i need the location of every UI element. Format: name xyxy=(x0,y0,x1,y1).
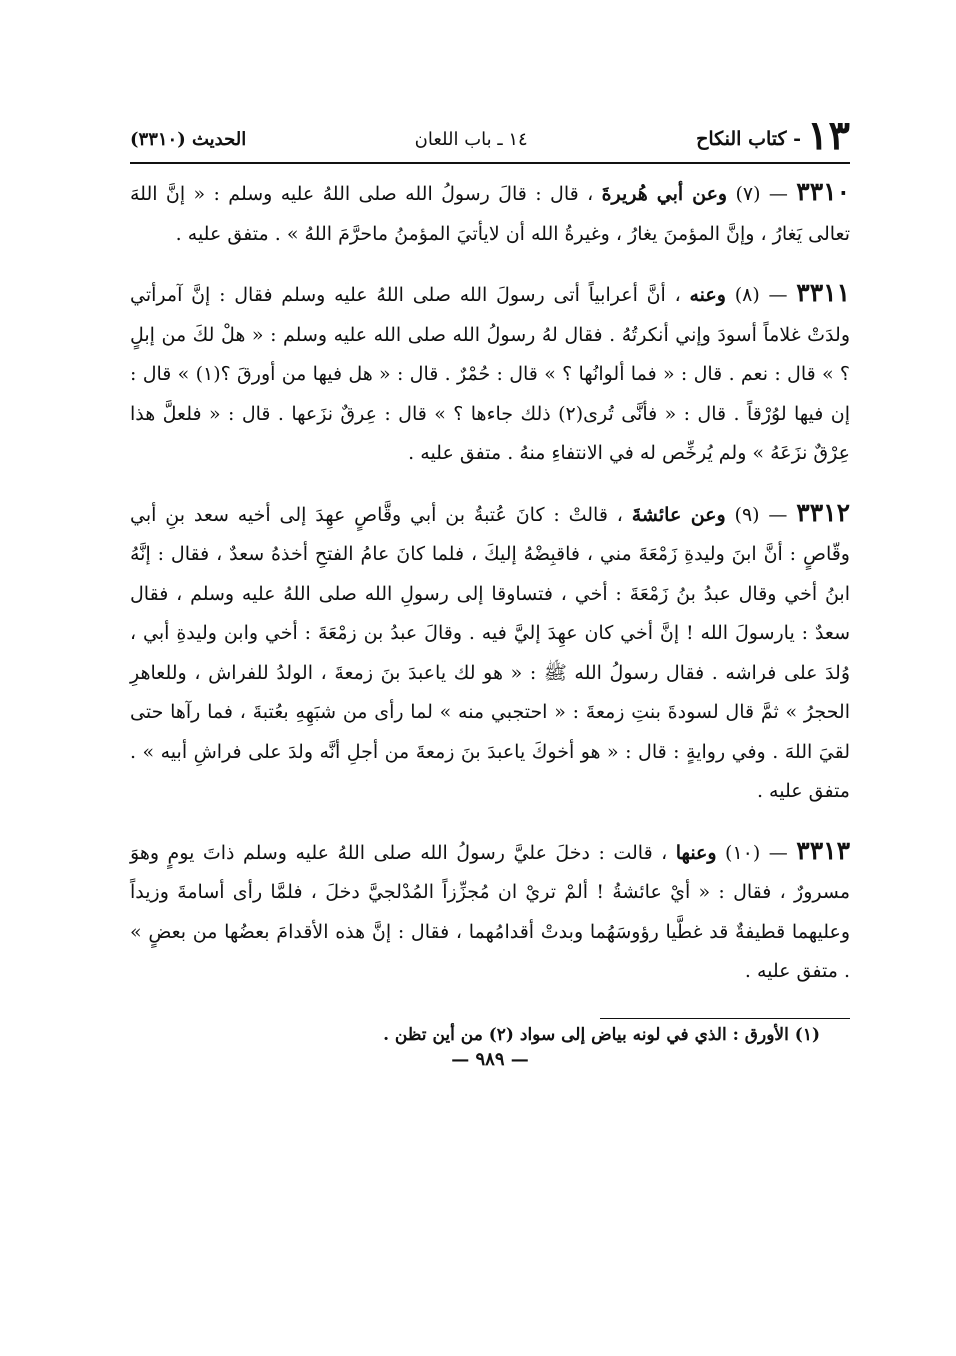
hadith-3311 xyxy=(130,273,850,474)
page-number: — ٩٨٩ — xyxy=(451,1048,529,1070)
hadith-intro: — (٨) xyxy=(734,284,788,306)
footnote: (١) الأورق : الذي في لونه بياض إلى سواد (٢) من أين تظن . xyxy=(383,1024,820,1045)
hadith-text: ، قالتْ : كانَ عُتبةُ بن أبي وقَّاصٍ عهِدَ إلى أخيه سعد بنِ أبي وقّاصٍ : أنَّ ابنَ وليدةِ زَمْعَةَ مني ، فاقبِضْهُ إليكَ ، فلما كانَ عامُ الفتحِ أخذهُ سعدٌ ، فقال : إنَّهُ ابنُ أخي وقال عبدُ بنُ زَمْعَةَ : أخي ، فتساوقا إلى رسولِ الله صلى اللهُ عليه وسلم ، فقال سعدٌ : يارسولَ الله ! إنَّ أخي كان عهِدَ إليَّ فيه . وقالَ عبدُ بن زمْعَةَ : أخي وابن وليدةِ أبي ، وُلدَ على فراشه . فقال رسولُ الله ﷺ : « هو لك ياعبدَ بنَ زمعةَ ، الولدُ للفراش ، وللعاهرِ الحجرُ » ثمَّ قال لسودةَ بنتِ زمعةَ : « احتجبي منه » لما رأى من شبَهِهِ بعُتبةَ ، فما رآها حتى لقيَ اللهَ . وفي روايةٍ : قال : « هو أخوكَ ياعبدَ بنَ زمعةَ من أجلِ أنَّه ولدَ على فراشِ أبيه » . متفق عليه . xyxy=(130,503,850,802)
hadith-number: ٣٣١١ xyxy=(796,278,850,307)
hadith-text: ، أنَّ أعرابياً أتى رسولَ الله صلى اللهُ عليه وسلم فقال : إنَّ آمرأتي ولدَتْ غلاماً أسودَ وإني أنكرتُهُ . فقال لهُ رسولُ الله صلى الله عليه وسلم : « هلْ لكَ من إبلٍ ؟ » قال : نعم . قال : « فما ألوانُها ؟ » قال : حُمْرٌ . قال : « هل فيها من أورقَ ؟(١) » قال : إن فيها لوُرْقاً . قال : « فأنَّى تُرى(٢) ذلك جاءها ؟ » قال : عِرقٌ نزَعها . قال : « فلعلَّ هذا عِرْقٌ نزَعَهُ » ولم يُرخِّص له في الانتفاءِ منهُ . متفق عليه . xyxy=(130,284,851,464)
hadith-3312 xyxy=(130,493,850,812)
hadith-3310 xyxy=(130,172,850,254)
hadith-text: ، قال : قالَ رسولُ الله صلى اللهُ عليه وسلم : « إنَّ اللهَ تعالى يَغارُ ، وإنَّ المؤمنَ يغارُ ، وغيرةُ الله أن لايأتيَ المؤمنُ ماحرَّمَ اللهُ » . متفق عليه . xyxy=(130,183,850,245)
book-heading xyxy=(696,112,850,159)
page xyxy=(130,100,850,1070)
hadith-text: ، قالت : دخلَ عليَّ رسولُ الله صلى اللهُ عليه وسلم ذاتَ يومٍ وهوَ مسرورٌ ، فقال : « أيْ عائشةُ ! ألمْ تريْ ان مُجزِّزاً المُدْلجيَّ دخلَ ، فلمَّا رأى أسامةَ وزيداً وعليهما قطيفةٌ قد غطَّيا رؤوسَهُما وبدتْ أقدامُهما ، فقال : إنَّ هذه الأقدامَ بعضُها من بعضٍ » . متفق عليه . xyxy=(130,841,850,982)
chapter-title: ١٤ ـ باب اللعان xyxy=(414,129,528,150)
hadith-narrator: وعنه xyxy=(689,284,726,306)
footnote-divider xyxy=(600,1018,850,1019)
hadith-narrator: وعن أبي هُريرةَ xyxy=(601,183,728,205)
hadith-number: ٣٣١٠ xyxy=(796,177,850,206)
header-divider xyxy=(130,162,850,164)
hadith-intro: — (١٠) xyxy=(725,841,788,864)
book-title: - كتاب النكاح xyxy=(696,128,802,150)
hadith-narrator: وعنها xyxy=(675,841,717,864)
book-number: ١٣ xyxy=(807,112,850,159)
hadith-3313 xyxy=(130,831,850,992)
page-header xyxy=(130,100,850,159)
hadith-narrator: وعن عائشةَ xyxy=(631,503,726,526)
hadith-intro: — (٧) xyxy=(735,183,788,205)
hadith-intro: — (٩) xyxy=(734,503,788,526)
hadith-reference: الحديث (٣٣١٠) xyxy=(130,129,247,150)
hadith-number: ٣٣١٣ xyxy=(796,835,850,865)
hadith-number: ٣٣١٢ xyxy=(796,497,850,527)
